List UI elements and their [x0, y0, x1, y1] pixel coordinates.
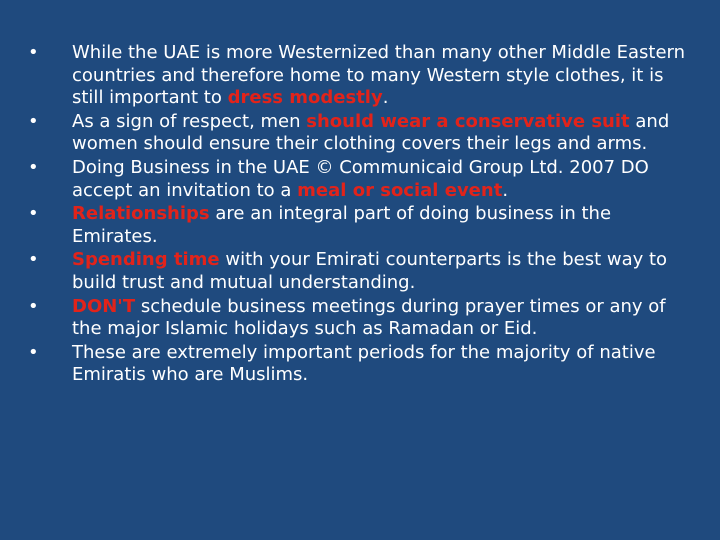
- bullet-text: These are extremely important periods for the majority of native Emiratis who are Muslims.: [72, 341, 656, 386]
- bullet-icon: •: [28, 110, 39, 132]
- bullet-icon: •: [28, 341, 39, 363]
- bullet-text: As a sign of respect, men: [72, 110, 307, 132]
- bullet-text-end: .: [502, 179, 509, 201]
- bullet-highlight: meal or social event: [297, 179, 503, 201]
- bullet-item-conservative-suit: [28, 111, 692, 156]
- bullet-icon: •: [28, 156, 39, 178]
- bullet-highlight: Relationships: [72, 203, 210, 225]
- bullet-item-dress-modestly: [28, 42, 692, 110]
- bullet-text: Doing Business in the UAE © Communicaid Group Ltd. 2007 DO accept an invitation to a: [72, 156, 649, 201]
- bullet-text-end: are an integral part of doing business in the Emirates.: [72, 203, 612, 247]
- bullet-icon: •: [28, 295, 39, 317]
- bullet-icon: •: [28, 42, 39, 63]
- bullet-highlight: dress modestly: [227, 87, 383, 109]
- bullet-text-end: schedule business meetings during prayer times or any of the major Islamic holidays such as Ramadan or Eid.: [72, 295, 666, 340]
- bullet-highlight: should wear a conservative suit: [306, 110, 630, 132]
- bullet-item-important-periods: [28, 342, 692, 387]
- bullet-item-prayer-times: [28, 296, 692, 341]
- bullet-item-meal-invitation: [28, 157, 692, 202]
- bullet-text-end: and women should ensure their clothing covers their legs and arms.: [72, 110, 670, 155]
- bullet-text-end: .: [382, 87, 389, 109]
- bullet-text: While the UAE is more Westernized than many other Middle Eastern countries and therefore home to many Western style clothes, it is still important to: [72, 42, 686, 109]
- bullet-icon: •: [28, 203, 39, 225]
- bullet-item-relationships: [28, 203, 692, 248]
- bullet-highlight: Spending time: [72, 249, 220, 271]
- bullet-highlight: DON'T: [72, 295, 136, 317]
- bullet-text-end: with your Emirati counterparts is the best way to build trust and mutual understanding.: [72, 249, 668, 293]
- bullet-item-spending-time: [28, 249, 692, 294]
- bullet-icon: •: [28, 249, 39, 271]
- bullet-list: [28, 42, 692, 387]
